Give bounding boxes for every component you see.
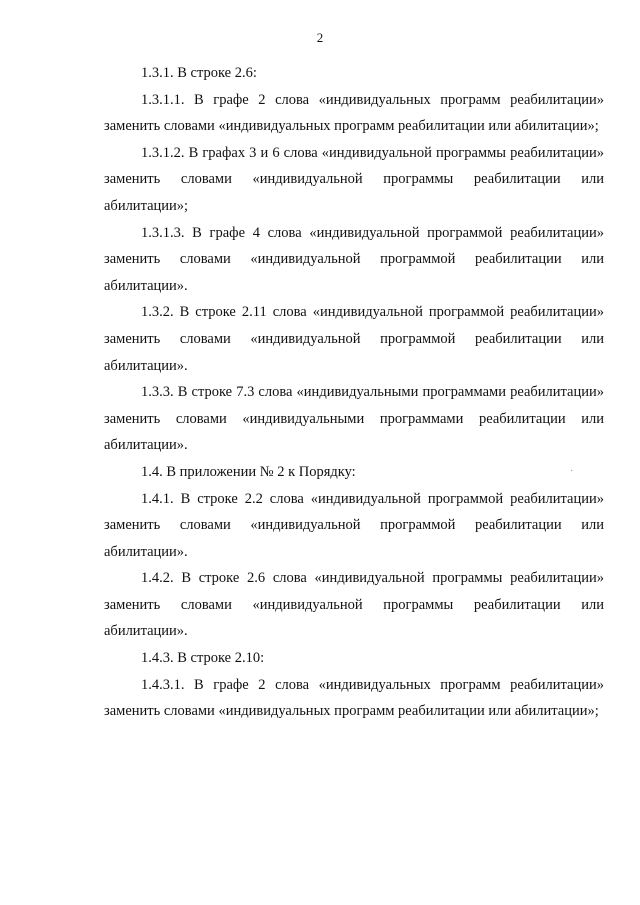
paragraph-1-3-1-1: 1.3.1.1. В графе 2 слова «индивидуальных программ реабилитации» заменить словами «индивидуальных программ реабилитации или абилитации»; xyxy=(104,91,604,135)
paragraph-1-3-1-2: 1.3.1.2. В графах 3 и 6 слова «индивидуальной программы реабилитации» заменить словами «индивидуальной программы реабилитации или абилитации»; xyxy=(104,144,604,214)
paragraph-1-3-1: 1.3.1. В строке 2.6: xyxy=(141,65,257,81)
page-number: 2 xyxy=(316,30,324,45)
paragraph-1-4-2: 1.4.2. В строке 2.6 слова «индивидуальной программы реабилитации» заменить словами «индивидуальной программы реабилитации или абилитации». xyxy=(104,570,604,640)
paragraph-1-3-2: 1.3.2. В строке 2.11 слова «индивидуальной программой реабилитации» заменить словами «индивидуальной программой реабилитации или абилитации». xyxy=(104,304,604,374)
scan-speck: · xyxy=(570,466,574,477)
paragraph-1-4-1: 1.4.1. В строке 2.2 слова «индивидуальной программой реабилитации» заменить словами «индивидуальной программой реабилитации или абилитации». xyxy=(104,490,604,560)
paragraph-1-3-1-3: 1.3.1.3. В графе 4 слова «индивидуальной программой реабилитации» заменить словами «индивидуальной программой реабилитации или абилитации». xyxy=(104,224,604,294)
paragraph-1-4: 1.4. В приложении № 2 к Порядку: xyxy=(141,463,356,480)
paragraph-1-4-3-1: 1.4.3.1. В графе 2 слова «индивидуальных программ реабилитации» заменить словами «индивидуальных программ реабилитации или абилитации»; xyxy=(104,676,604,720)
paragraph-1-4-3: 1.4.3. В строке 2.10: xyxy=(141,650,265,667)
document-body xyxy=(104,60,604,725)
paragraph-1-3-3: 1.3.3. В строке 7.3 слова «индивидуальными программами реабилитации» заменить словами «индивидуальными программами реабилитации или абилитации». xyxy=(104,384,604,454)
